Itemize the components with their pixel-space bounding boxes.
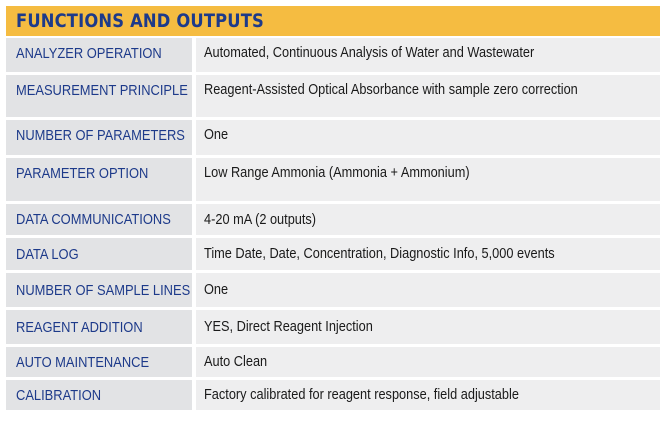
spec-label: PARAMETER OPTION (16, 165, 149, 182)
spec-row-measurement-principle (6, 75, 660, 117)
section-header (6, 6, 660, 36)
spec-label: NUMBER OF PARAMETERS (16, 127, 185, 144)
spec-value: One (204, 282, 229, 298)
spec-label-cell (6, 120, 192, 155)
spec-row-number-of-sample-lines (6, 273, 660, 307)
spec-value-cell (196, 38, 660, 72)
spec-value: Automated, Continuous Analysis of Water and Wastewater (204, 45, 535, 61)
spec-row-parameter-option (6, 158, 660, 201)
spec-label: REAGENT ADDITION (16, 318, 143, 336)
spec-row-data-log (6, 238, 660, 270)
spec-value-cell (196, 347, 660, 377)
spec-value-cell (196, 238, 660, 270)
spec-label-cell (6, 347, 192, 377)
spec-value-cell (196, 380, 660, 410)
spec-label-cell (6, 380, 192, 410)
spec-value: YES, Direct Reagent Injection (204, 319, 373, 335)
spec-value-cell (196, 158, 660, 201)
spec-label-cell (6, 75, 192, 117)
spec-label: NUMBER OF SAMPLE LINES (16, 281, 191, 299)
spec-value: Low Range Ammonia (Ammonia + Ammonium) (204, 165, 470, 181)
spec-table (6, 38, 660, 410)
spec-value-cell (196, 273, 660, 307)
spec-value: Factory calibrated for reagent response, field adjustable (204, 387, 519, 403)
spec-value: Auto Clean (204, 354, 268, 370)
spec-value: One (204, 127, 229, 143)
spec-value: Time Date, Date, Concentration, Diagnostic Info, 5,000 events (204, 246, 555, 262)
spec-label-cell (6, 273, 192, 307)
section-title: FUNCTIONS AND OUTPUTS (16, 10, 265, 32)
spec-label: DATA LOG (16, 245, 79, 263)
spec-value-cell (196, 310, 660, 344)
spec-value: 4-20 mA (2 outputs) (204, 211, 317, 228)
spec-row-calibration (6, 380, 660, 410)
spec-label-cell (6, 238, 192, 270)
spec-row-reagent-addition (6, 310, 660, 344)
spec-label: AUTO MAINTENANCE (16, 353, 150, 371)
spec-row-data-communications (6, 204, 660, 235)
spec-label: MEASUREMENT PRINCIPLE (16, 82, 188, 99)
spec-label-cell (6, 204, 192, 235)
spec-row-analyzer-operation (6, 38, 660, 72)
spec-value-cell (196, 75, 660, 117)
spec-row-number-of-parameters (6, 120, 660, 155)
spec-label: DATA COMMUNICATIONS (16, 211, 171, 228)
spec-label-cell (6, 310, 192, 344)
spec-value: Reagent-Assisted Optical Absorbance with sample zero correction (204, 82, 578, 98)
spec-value-cell (196, 120, 660, 155)
spec-value-cell (196, 204, 660, 235)
spec-label: CALIBRATION (16, 386, 102, 404)
spec-row-auto-maintenance (6, 347, 660, 377)
spec-label-cell (6, 158, 192, 201)
spec-label-cell (6, 38, 192, 72)
spec-label: ANALYZER OPERATION (16, 45, 162, 62)
